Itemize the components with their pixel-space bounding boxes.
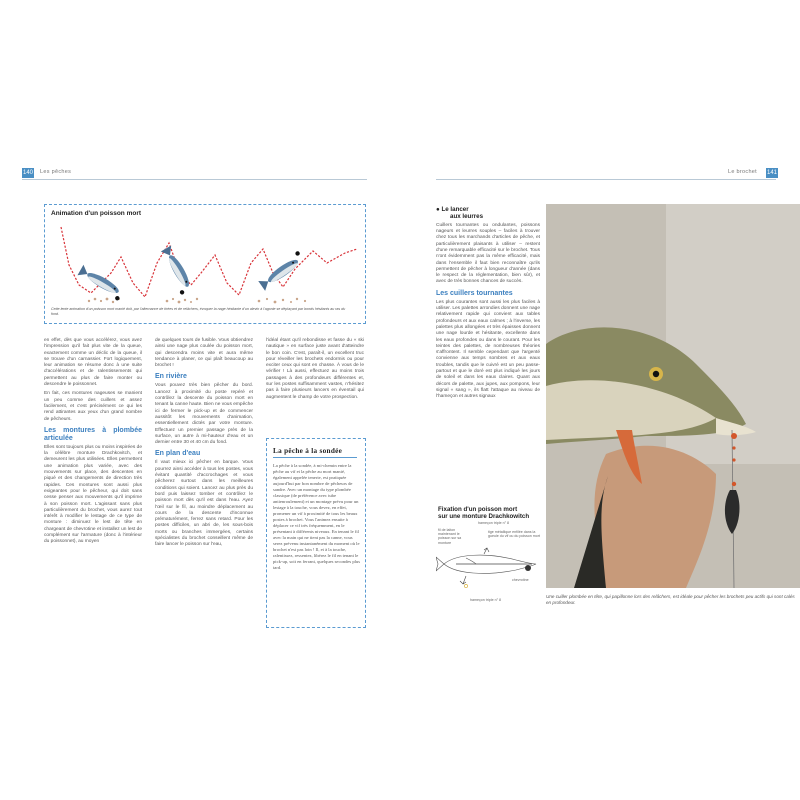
seabed-2 xyxy=(166,298,199,304)
figure-title: Fixation d'un poisson mort sur une monture Drachkowitch xyxy=(438,506,530,520)
right-col-para1: Cuillers tournantes ou ondulantes, poissons nageurs et leurres souples – faciles à trouver chez tous les marchands d'articles de pêche, et particulièrement plaisants à utiliser – restent d'une remarquable efficacité sur le brochet. Tous n'ont évidemment pas la même efficacité, mais dans l'ensemble il faut bien reconnaître qu'ils permettent de pêcher à longueur d'année (dans le respect de la réglementation, bien sûr), et avec de très bonnes chances de succès. xyxy=(436,222,540,285)
left-column-2 xyxy=(155,338,253,552)
label-hook-bottom: hameçon triple n° 8 xyxy=(470,598,502,602)
col1-para3: Elles sont toujours plus ou moins inspirées de la célèbre monture Drachkovitch, et demeurent les plus utilisées. Elles permettent une animation plus variée, avec des mouvements sur place, des descentes en piqué et des changements de direction très rapides. Ces montures sont aussi plus exigeantes pour le pêcheur, qui doit sans cesse penser aux mouvements qu'il imprime à son poisson mort. L'agissant sans plus particulièrement du brochet, vous aurez tout intérêt à modifier le lestage de ce type de monture : diminuez le lest de tête en chargeant de chevrotine et installez un lest de complément sur l'armature (donc à l'intérieur du poissonnet), au moyen xyxy=(44,444,142,545)
animation-caption: Cette lente animation d'un poisson mort manié doit, par l'alternance de tirées et de relâchers, évoquer la nage hésitante d'un alevin à l'agonie se déplaçant par bonds hésitants au ras du fond. xyxy=(51,307,346,316)
right-page-number: 141 xyxy=(766,170,777,176)
animation-illustration xyxy=(45,213,363,313)
heading-en-plan-deau: En plan d'eau xyxy=(155,450,201,458)
col3-para1: l'idéal étant qu'il rebondisse et fasse du « ski nautique » en surface juste avant d'atteindre le bon coin. C'est, paraît-il, un excellent truc pour réveiller les brochets endormis ou pour exciter ceux qui sont en chasse. À vous de le vérifier ! Là aussi, effectuez au moins trois passages à des profondeurs différentes et, sur les postes suffisamment vastes, n'hésitez pas à faire plusieurs lancers en éventail qui augmentent le champ de votre prospection. xyxy=(266,338,364,400)
photo-caption: Une cuiller plombée en tête, qui papillonne lors des relâchers, est idéale pour pêcher les brochets peu actifs qui sont calés en profondeur. xyxy=(546,594,795,605)
left-column-3 xyxy=(266,338,364,404)
col2-para3: Il vaut mieux ici pêcher en barque. Vous pourrez ainsi accéder à tous les postes, vous évitant quantité d'accrochages et vous pêcherez surtout dans les meilleures conditions qui soient. Lancez au plus près du bord puis laissez tomber et contrôlez le poisson mort dès qu'il est dans l'eau. Ayez l'œil sur le fil, au moindre déplacement au cours de la descente d'inconnue prématurément, ferrez sans retard. Pour les postes difficiles, un abri de, les sous-bois morts ou branches immergées, certains spécialistes du brochet conseillent même de faire lancer le poisson sur l'eau, xyxy=(155,460,253,548)
label-hook-top: hameçon triple n° 8 xyxy=(478,521,510,525)
label-chevrotine: chevrotine xyxy=(512,578,529,582)
heading-montures-plombee: Les montures à plombée articulée xyxy=(44,426,142,442)
hook-bottom xyxy=(460,576,466,584)
pike-photo xyxy=(546,204,800,588)
right-column-1 xyxy=(436,206,540,404)
right-header-rule xyxy=(436,179,776,180)
label-rod: tige métallique enfilée dans la gueule du vif ou du poisson mort xyxy=(488,530,540,539)
animation-box xyxy=(44,204,366,324)
col1-para2: En fait, ces montures nageuses se manient un peu comme des cuillers et assez facilement, et c'est précisément ce qui les rend attirantes aux yeux d'un grand nombre de pêcheurs. xyxy=(44,391,142,422)
sidebar-rule xyxy=(273,457,357,458)
col2-para2: Vous pouvez très bien pêcher du bord. Lancez à proximité du poste repéré et contrôlez la descente du poisson mort en tenant la canne haute. Bien ne vous empêche ici de fermer le pick-up et de commencer aussitôt les mouvements d'animation, essentiellement dictés par votre monture. Effectuez un premier passage près de la surface, un autre à mi-hauteur d'eau et un dernier entre 30 et 40 cm du fond. xyxy=(155,383,253,446)
animation-box-title: Animation d'un poisson mort xyxy=(51,210,142,217)
col1-para1: en effet, dès que vous accélérez, vous avez l'impression qu'il fait plus vite de la queue, exactement comme un déclic de la queue, il se trouve d'un carnassier. Fort logiquement, leur animation se résume donc à une suite d'accélérations et de ralentissements qui permettent au plus de faire monter ou descendre le poissonnet. xyxy=(44,338,142,388)
hook-top xyxy=(484,548,489,554)
left-header-rule xyxy=(22,179,367,180)
right-running-head: Le brochet xyxy=(728,169,757,175)
sidebar-box xyxy=(266,438,366,628)
label-wire: fil de laiton maintenant le poisson sur sa monture xyxy=(438,528,462,545)
left-column-1 xyxy=(44,338,142,549)
heading-lancer: ● Le lancer aux leurres xyxy=(436,206,484,221)
col2-para1: de quelques tours de fusible. Vous obtiendrez ainsi une nage plus coulée du poisson mort, qui descendra moins vite et aura même tendance à planer, ce qui plaît beaucoup au brochet ! xyxy=(155,338,253,369)
left-running-head: Les pêches xyxy=(40,169,72,175)
sidebar-text: La pêche à la sondée, à mi-chemin entre la pêche au vif et la pêche au mort manié, également appelée tenerie, est pratiquée aujourd'hui par bon nombre de pêcheurs de sandre. Avec un montage du type plombée classique (de préférence avec tube antienroulement) et un montage prévu pour un lestage à la touche, vous devez, en effet, promener un vif à proximité de tous les beaux postes à brochet. Vous l'animez ensuite à déplacer ce vif très fréquemment, en le présentant à différents niveaux. En tenant le fil avec la main qui ne tient pas la canne, vous serez prévenu instantanément du moment où le brochet n'est pas loin ! Il, et à la touche, ralentissez, ressentez, libérez le fil en tenant le pick-up, soit en ferrant, quelques secondes plus tard. xyxy=(273,463,361,570)
right-col-para2: Les plus courantes sont aussi les plus faciles à utiliser. Les palettes arrondies donnent une nage relativement rapide qui convient aux tables profondeurs et aux eaux calmes ; à l'inverse, les palettes plus allongées et très épaisses donnent une nage lourde et hésitante, excellente dans les eaux profondes ou dans le courant. Pour les teintes des palettes, de nombreuses théories s'affrontent. Il semble cependant que l'argenté convienne aux temps sombres et aux eaux troubles, tandis que le cuivré est un peu passe-partout et que le doré est plus indiqué les jours de soleil et dans les eaux claires. Quant aux décors de palette, aux jupes, aux pompons, leur signal « sang », ils flatt l'attaque au niveau de l'hameçon et autres signaux xyxy=(436,299,540,400)
left-page-number: 140 xyxy=(22,170,33,176)
chevrotine-weight xyxy=(525,565,531,571)
heading-en-riviere: En rivière xyxy=(155,373,187,381)
heading-cuillers-tournantes: Les cuillers tournantes xyxy=(436,289,513,297)
bullet-icon: ● xyxy=(436,206,442,213)
pike-photo-art xyxy=(546,204,800,588)
sidebar-title: La pêche à la sondée xyxy=(273,447,343,455)
dead-fish-1 xyxy=(76,265,125,301)
seabed-3 xyxy=(258,298,306,304)
